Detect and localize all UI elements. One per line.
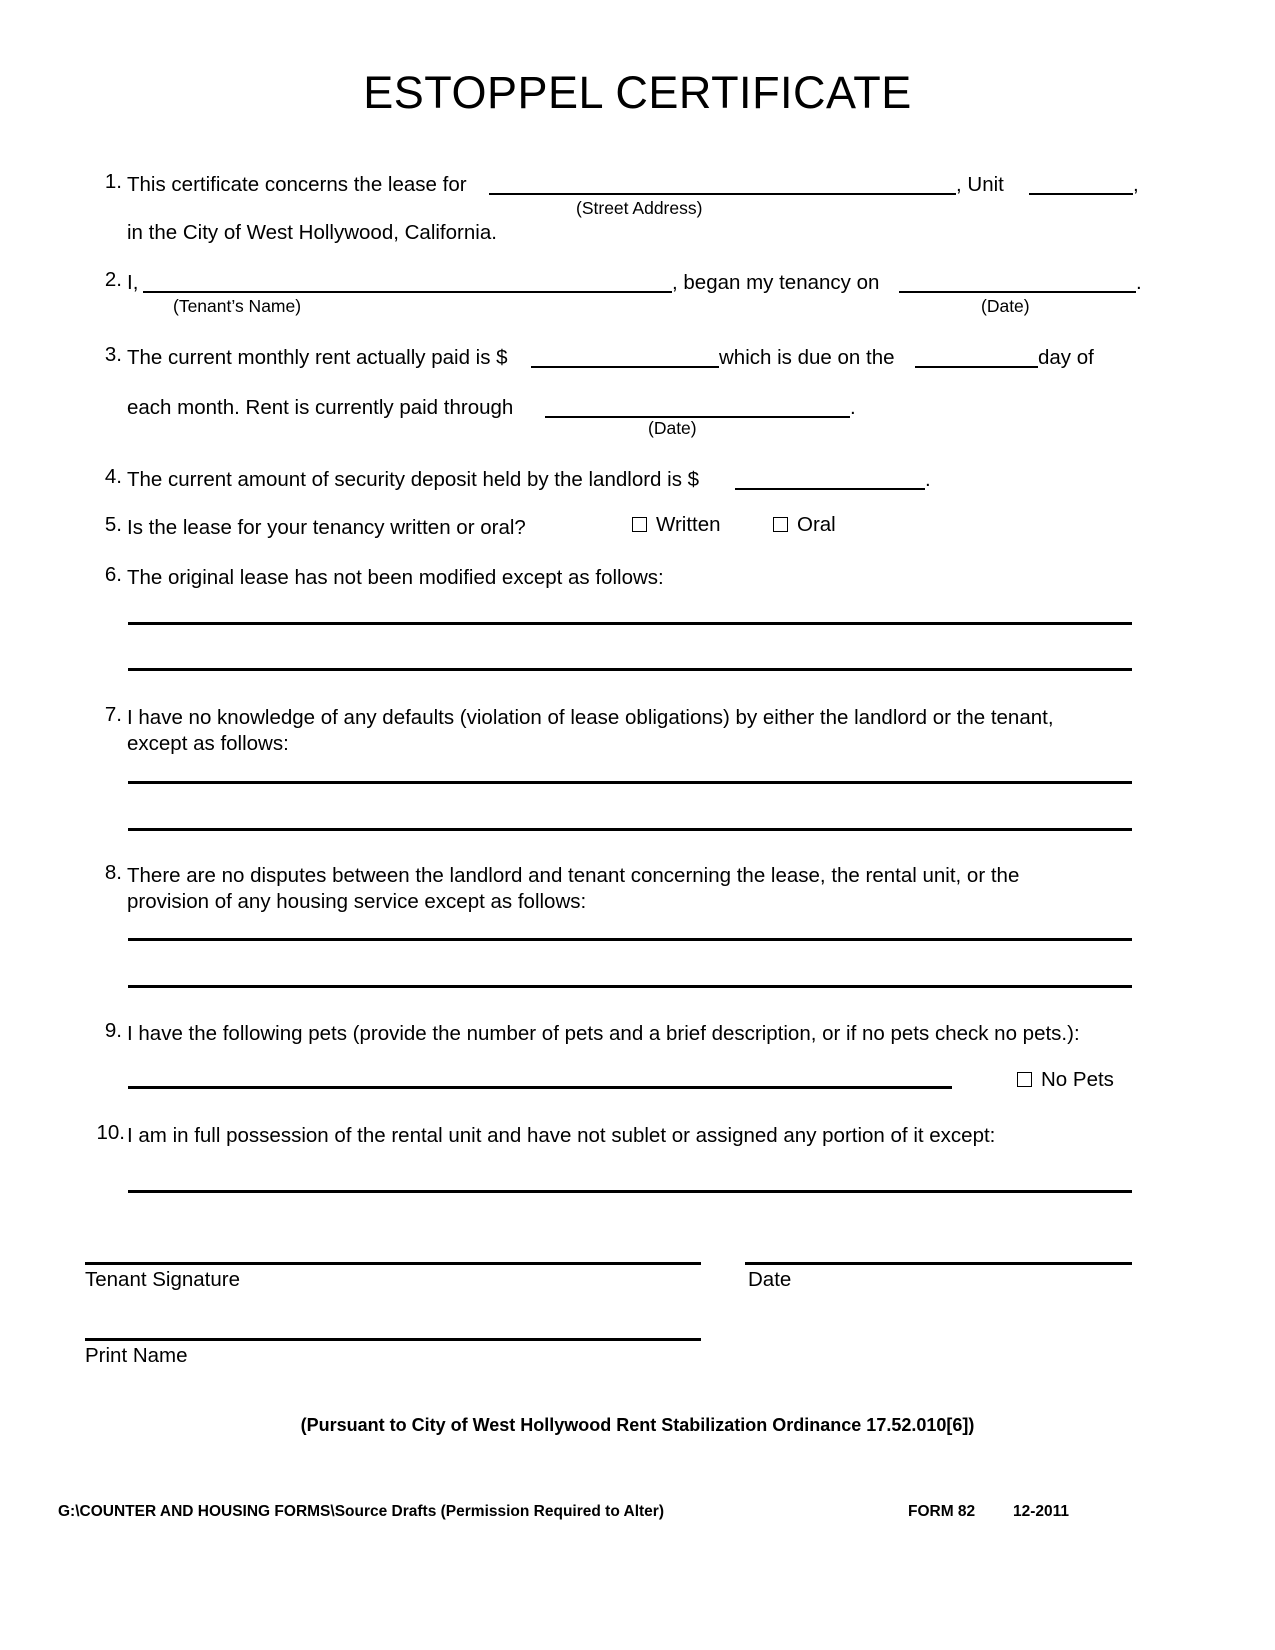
item-1-text-lease-for: This certificate concerns the lease for xyxy=(127,173,467,196)
item-5-question: Is the lease for your tenancy written or oral? xyxy=(127,516,526,539)
item-3-number: 3. xyxy=(104,343,122,366)
item-7-answer-line-1[interactable] xyxy=(128,781,1132,784)
item-7-line-1: I have no knowledge of any defaults (violation of lease obligations) by either the landlord or the tenant, xyxy=(127,706,1054,729)
item-9-answer-line[interactable] xyxy=(128,1086,952,1089)
item-3-text-due-on: which is due on the xyxy=(719,346,895,369)
page-title: ESTOPPEL CERTIFICATE xyxy=(363,67,912,118)
item-2-date-field[interactable] xyxy=(899,291,1136,293)
item-6-answer-line-1[interactable] xyxy=(128,622,1132,625)
item-3-due-day-field[interactable] xyxy=(915,366,1038,368)
item-1-unit-field[interactable] xyxy=(1029,193,1133,195)
item-2-tenant-name-caption: (Tenant’s Name) xyxy=(173,296,302,316)
item-4-text-period: . xyxy=(925,468,931,491)
item-6-text: The original lease has not been modified except as follows: xyxy=(127,566,664,589)
item-3-paid-through-date-field[interactable] xyxy=(545,416,850,418)
item-2-tenant-name-field[interactable] xyxy=(143,291,672,293)
item-6-number: 6. xyxy=(104,563,122,586)
form-number: FORM 82 xyxy=(908,1503,976,1520)
ordinance-reference: (Pursuant to City of West Hollywood Rent Stabilization Ordinance 17.52.010[6]) xyxy=(300,1415,975,1435)
item-9-no-pets-option[interactable] xyxy=(1017,1068,1114,1092)
item-4-text-security-deposit: The current amount of security deposit held by the landlord is $ xyxy=(127,468,700,491)
item-7-line-2: except as follows: xyxy=(127,732,289,755)
item-8-line-1: There are no disputes between the landlord and tenant concerning the lease, the rental unit, or the xyxy=(127,864,1020,887)
item-10-number: 10. xyxy=(96,1121,125,1144)
item-8-answer-line-1[interactable] xyxy=(128,938,1132,941)
checkbox-oral-icon[interactable] xyxy=(773,517,788,532)
item-3-text-rent-paid: The current monthly rent actually paid is $ xyxy=(127,346,508,369)
item-9-number: 9. xyxy=(104,1019,122,1042)
item-1-street-address-caption: (Street Address) xyxy=(576,198,703,218)
item-1-text-unit: , Unit xyxy=(956,173,1004,196)
item-8-number: 8. xyxy=(104,861,122,884)
item-3-rent-amount-field[interactable] xyxy=(531,366,719,368)
item-7-number: 7. xyxy=(104,703,122,726)
item-8-answer-line-2[interactable] xyxy=(128,985,1132,988)
source-filepath: G:\COUNTER AND HOUSING FORMS\Source Drafts (Permission Required to Alter) xyxy=(58,1503,664,1520)
tenant-signature-field[interactable] xyxy=(85,1262,701,1265)
signature-date-field[interactable] xyxy=(745,1262,1132,1265)
item-4-number: 4. xyxy=(104,465,122,488)
checkbox-no-pets-icon[interactable] xyxy=(1017,1072,1032,1087)
item-10-text: I am in full possession of the rental unit and have not sublet or assigned any portion of it except: xyxy=(127,1124,996,1147)
item-5-written-label: Written xyxy=(656,513,721,536)
item-9-text: I have the following pets (provide the number of pets and a brief description, or if no pets check no pets.): xyxy=(127,1022,1080,1045)
item-5-number: 5. xyxy=(104,513,122,536)
item-5-oral-label: Oral xyxy=(797,513,836,536)
print-name-label: Print Name xyxy=(85,1344,188,1367)
item-6-answer-line-2[interactable] xyxy=(128,668,1132,671)
item-10-answer-line[interactable] xyxy=(128,1190,1132,1193)
item-2-text-i: I, xyxy=(127,271,139,294)
item-2-number: 2. xyxy=(104,268,122,291)
item-2-text-period: . xyxy=(1136,271,1142,294)
item-1-text-comma: , xyxy=(1133,173,1139,196)
item-3-text-period: . xyxy=(850,396,856,419)
item-3-text-paid-through: each month. Rent is currently paid through xyxy=(127,396,514,419)
checkbox-written-icon[interactable] xyxy=(632,517,647,532)
item-8-line-2: provision of any housing service except as follows: xyxy=(127,890,587,913)
form-date: 12-2011 xyxy=(1013,1503,1070,1520)
print-name-field[interactable] xyxy=(85,1338,701,1341)
item-4-deposit-amount-field[interactable] xyxy=(735,488,925,490)
item-7-answer-line-2[interactable] xyxy=(128,828,1132,831)
item-1-number: 1. xyxy=(104,170,122,193)
item-2-text-began-tenancy: , began my tenancy on xyxy=(672,271,880,294)
item-2-date-caption: (Date) xyxy=(981,296,1030,316)
tenant-signature-label: Tenant Signature xyxy=(85,1268,241,1291)
item-1-street-address-field[interactable] xyxy=(489,193,956,195)
item-5-written-option[interactable] xyxy=(632,513,721,537)
item-5-oral-option[interactable] xyxy=(773,513,836,537)
item-3-date-caption: (Date) xyxy=(648,418,697,438)
item-1-city-line: in the City of West Hollywood, California. xyxy=(127,221,497,244)
signature-date-label: Date xyxy=(748,1268,792,1291)
item-9-no-pets-label: No Pets xyxy=(1041,1068,1114,1091)
item-3-text-day-of: day of xyxy=(1038,346,1094,369)
